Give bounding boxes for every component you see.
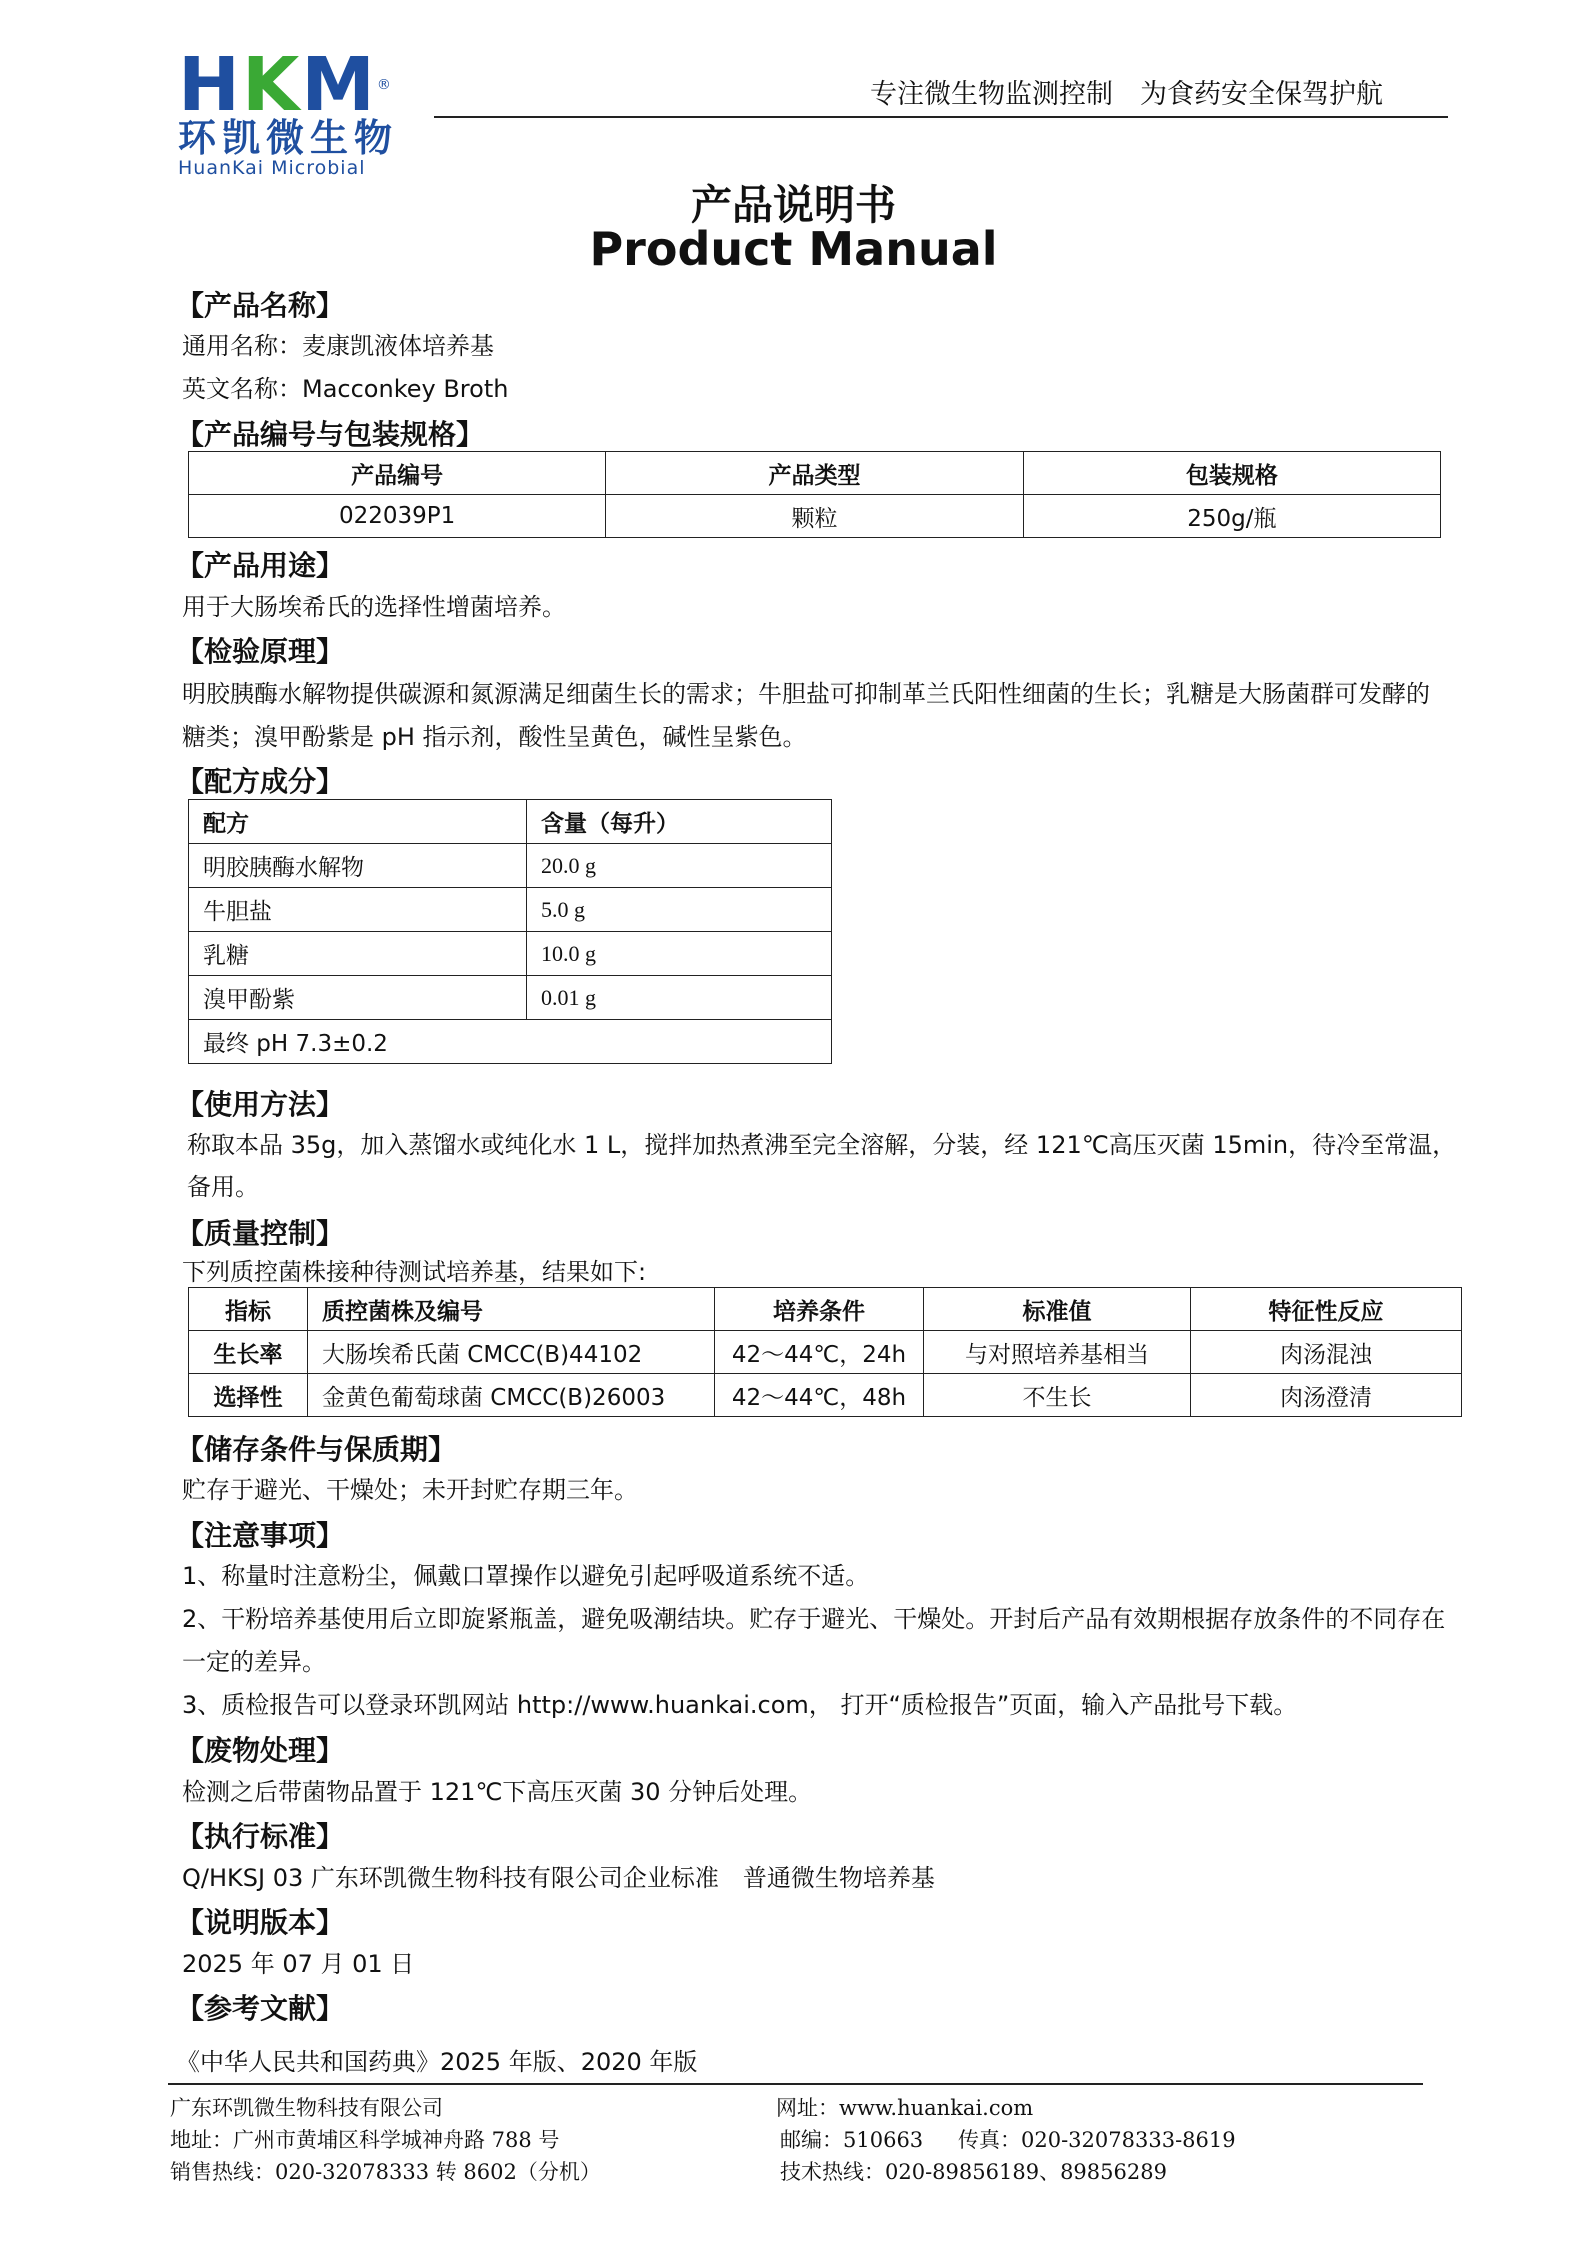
- section-product-name: 【产品名称】: [176, 289, 345, 322]
- footer-divider: [168, 2083, 1423, 2085]
- table-cell: 乳糖: [189, 932, 527, 976]
- section-version: 【说明版本】: [176, 1906, 345, 1939]
- packaging-table: [188, 451, 1441, 538]
- table-header-row: [189, 1288, 1462, 1331]
- table-row: [189, 932, 832, 976]
- table-cell: 颗粒: [606, 495, 1023, 538]
- section-usage: 【产品用途】: [176, 549, 345, 582]
- storage-text: 贮存于避光、干燥处；未开封贮存期三年。: [182, 1476, 638, 1504]
- logo-en: HuanKai Microbial: [178, 157, 366, 179]
- section-standard: 【执行标准】: [176, 1820, 345, 1853]
- note-3: 3、质检报告可以登录环凯网站 http://www.huankai.com， 打开“质检报告”页面，输入产品批号下载。: [182, 1691, 1298, 1719]
- qc-table: [188, 1287, 1462, 1417]
- table-row: [189, 1374, 1462, 1417]
- section-method: 【使用方法】: [176, 1088, 345, 1121]
- table-row: [189, 1020, 832, 1064]
- note-2-line-1: 2、干粉培养基使用后立即旋紧瓶盖，避免吸潮结块。贮存于避光、干燥处。开封后产品有效期根据存放条件的不同存在: [182, 1605, 1446, 1633]
- table-cell: 金黄色葡萄球菌 CMCC(B)26003: [308, 1374, 715, 1417]
- header-divider: [434, 116, 1448, 118]
- note-1: 1、称量时注意粉尘，佩戴口罩操作以避免引起呼吸道系统不适。: [182, 1562, 870, 1590]
- formula-table: [188, 799, 832, 1064]
- company-logo: [178, 42, 438, 179]
- note-2-line-2: 一定的差异。: [182, 1648, 326, 1676]
- table-row: [189, 844, 832, 888]
- section-principle: 【检验原理】: [176, 635, 345, 668]
- footer-hotline: 销售热线：020-32078333 转 8602（分机）: [170, 2160, 601, 2184]
- header-cell: 产品编号: [189, 452, 606, 495]
- version-text: 2025 年 07 月 01 日: [182, 1950, 415, 1978]
- table-cell: 明胶胰酶水解物: [189, 844, 527, 888]
- table-cell: 0.01 g: [527, 976, 832, 1020]
- table-row: [189, 1331, 1462, 1374]
- footer-fax: 传真：020-32078333-8619: [958, 2128, 1236, 2152]
- footer-address: 地址：广州市黄埔区科学城神舟路 788 号: [170, 2128, 560, 2152]
- section-references: 【参考文献】: [176, 1992, 345, 2025]
- header-cell: 含量（每升）: [527, 800, 832, 844]
- usage-text: 用于大肠埃希氏的选择性增菌培养。: [182, 593, 566, 621]
- table-row: [189, 888, 832, 932]
- header-cell: 产品类型: [606, 452, 1023, 495]
- footer-postcode: 邮编：510663: [780, 2128, 924, 2152]
- logo-letters: HKM®: [178, 42, 393, 128]
- principle-line-2: 糖类；溴甲酚紫是 pH 指示剂，酸性呈黄色，碱性呈紫色。: [182, 723, 807, 751]
- table-cell: 肉汤澄清: [1191, 1374, 1462, 1417]
- table-cell: 生长率: [189, 1331, 308, 1374]
- slogan: 专注微生物监测控制 为食药安全保驾护航: [870, 79, 1383, 110]
- header-cell: 培养条件: [715, 1288, 924, 1331]
- table-cell: 022039P1: [189, 495, 606, 538]
- footer-company: 广东环凯微生物科技有限公司: [170, 2096, 443, 2120]
- table-cell: 42～44℃，24h: [715, 1331, 924, 1374]
- standard-text: Q/HKSJ 03 广东环凯微生物科技有限公司企业标准 普通微生物培养基: [182, 1864, 935, 1892]
- references-text: 《中华人民共和国药典》2025 年版、2020 年版: [176, 2048, 698, 2076]
- header-cell: 包装规格: [1023, 452, 1440, 495]
- footer-support: 技术热线：020-89856189、89856289: [780, 2160, 1167, 2184]
- section-qc: 【质量控制】: [176, 1217, 345, 1250]
- table-cell: 250g/瓶: [1023, 495, 1440, 538]
- header-cell: 特征性反应: [1191, 1288, 1462, 1331]
- generic-name: 通用名称：麦康凯液体培养基: [182, 332, 494, 360]
- title-en: Product Manual: [589, 222, 998, 276]
- table-cell: 10.0 g: [527, 932, 832, 976]
- header-cell: 配方: [189, 800, 527, 844]
- waste-text: 检测之后带菌物品置于 121℃下高压灭菌 30 分钟后处理。: [182, 1778, 813, 1806]
- qc-intro: 下列质控菌株接种待测试培养基，结果如下:: [182, 1258, 647, 1286]
- table-cell: 不生长: [924, 1374, 1191, 1417]
- table-header-row: [189, 800, 832, 844]
- final-ph-cell: 最终 pH 7.3±0.2: [189, 1020, 832, 1064]
- table-header-row: [189, 452, 1441, 495]
- table-row: [189, 976, 832, 1020]
- table-cell: 20.0 g: [527, 844, 832, 888]
- table-cell: 5.0 g: [527, 888, 832, 932]
- section-formula: 【配方成分】: [176, 765, 345, 798]
- section-packaging: 【产品编号与包装规格】: [176, 418, 485, 451]
- table-cell: 选择性: [189, 1374, 308, 1417]
- section-storage: 【储存条件与保质期】: [176, 1433, 457, 1466]
- table-cell: 与对照培养基相当: [924, 1331, 1191, 1374]
- table-row: [189, 495, 1441, 538]
- principle-line-1: 明胶胰酶水解物提供碳源和氮源满足细菌生长的需求；牛胆盐可抑制革兰氏阳性细菌的生长；乳糖是大肠菌群可发酵的: [182, 680, 1430, 708]
- section-waste: 【废物处理】: [176, 1734, 345, 1767]
- table-cell: 牛胆盐: [189, 888, 527, 932]
- title-cn: 产品说明书: [691, 181, 896, 229]
- table-cell: 溴甲酚紫: [189, 976, 527, 1020]
- header-cell: 质控菌株及编号: [308, 1288, 715, 1331]
- footer-website: 网址：www.huankai.com: [776, 2096, 1034, 2120]
- table-cell: 肉汤混浊: [1191, 1331, 1462, 1374]
- table-cell: 大肠埃希氏菌 CMCC(B)44102: [308, 1331, 715, 1374]
- logo-cn: 环凯微生物: [178, 116, 399, 160]
- section-notes: 【注意事项】: [176, 1519, 345, 1552]
- method-line-2: 备用。: [187, 1173, 259, 1201]
- method-line-1: 称取本品 35g，加入蒸馏水或纯化水 1 L，搅拌加热煮沸至完全溶解，分装，经 121℃高压灭菌 15min，待冷至常温，: [187, 1131, 1457, 1159]
- header-cell: 标准值: [924, 1288, 1191, 1331]
- header-cell: 指标: [189, 1288, 308, 1331]
- table-cell: 42～44℃，48h: [715, 1374, 924, 1417]
- english-name: 英文名称：Macconkey Broth: [182, 375, 509, 403]
